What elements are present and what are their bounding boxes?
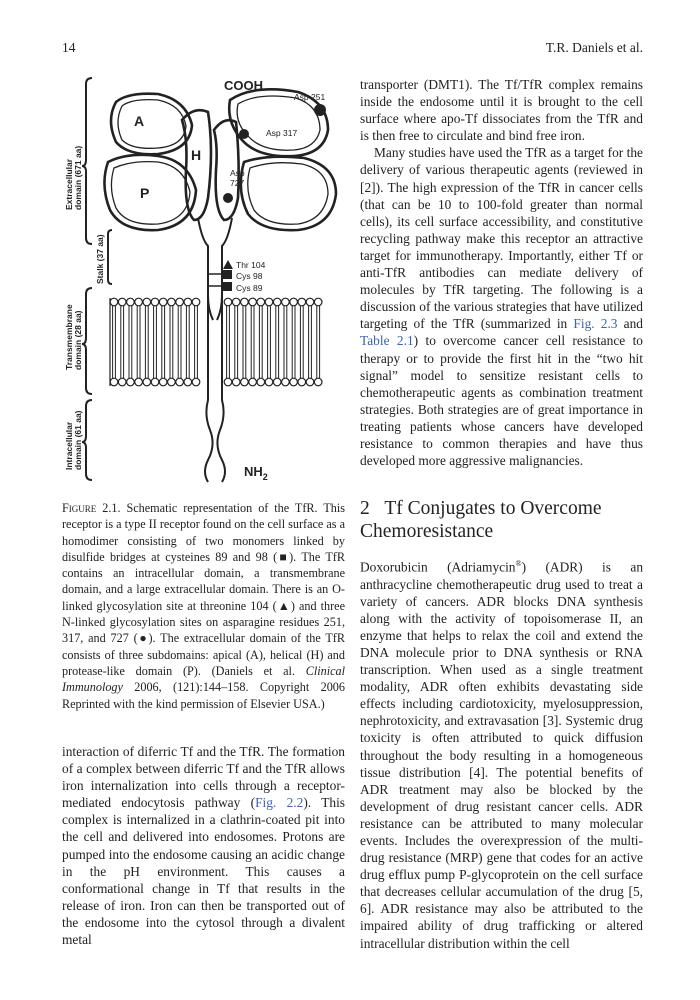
lipid-head	[306, 298, 314, 306]
asp317-glycosylation-dot	[239, 129, 249, 139]
lipid-head	[151, 298, 159, 306]
lipid-head	[273, 378, 281, 386]
lipid-head	[314, 378, 322, 386]
lipid-head	[241, 298, 249, 306]
lipid-head	[232, 298, 240, 306]
lipid-head	[192, 378, 200, 386]
extracellular-label-2: domain (671 aa)	[73, 145, 83, 210]
intracellular-label-2: domain (61 aa)	[73, 410, 83, 470]
asp727-label-2: 727	[230, 178, 245, 188]
left-para-text: interaction of diferric Tf and the TfR. The formation of a complex between diferric Tf and the TfR allows iron internalization into cells through a receptor-mediated endocytosis pathway (	[62, 744, 345, 811]
domain-a-label: A	[134, 113, 145, 129]
lipid-heads-top	[110, 298, 322, 306]
cys98-square	[223, 270, 232, 279]
lipid-head	[265, 378, 273, 386]
lipid-head	[127, 298, 135, 306]
lipid-head	[118, 378, 126, 386]
section-para-1: Doxorubicin (Adriamycin®) (ADR) is an anthracycline chemotherapeutic drug used to treat a variety of cancers. ADR blocks DNA synthesis along with the activity of topoisomerase II, an enzyme that helps to relax the coil and extend the DNA molecule prior to DNA synthesis or RNA transcription. When used as a single treatment modality, ADR often exhibits devastating side effects including cardiotoxicity, myelosuppression, nephrotoxicity, and extravasation [3]. Systemic drug toxicity is often attributed to quick diffusion throughout the body resulting in a homogeneous tissue distribution [4]. The potential benefits of ADR treatment may also be blocked by the development of drug resistant cancer cells. ADR resistance can be attributed to many molecular events. Includes the overexpression of the multi-drug resistance (MRP) gene that codes for an active drug efflux pump P-glycoprotein on the cell surface that decreases cellular accumulation of the drug [5, 6]. ADR resistance may also be attributed to the impaired ability of drug trafficking or altered intracellular distribution within the cell	[360, 559, 644, 951]
lipid-head	[168, 298, 176, 306]
asp251-glycosylation-dot	[314, 104, 326, 116]
lipid-head	[192, 298, 200, 306]
bracket-extracellular	[82, 78, 92, 244]
lipid-head	[257, 298, 265, 306]
lipid-head	[176, 298, 184, 306]
lipid-head	[151, 378, 159, 386]
right-para-1: transporter (DMT1). The Tf/TfR complex remains inside the endosome until it is brought to the cell surface where apo-Tf dissociates from the TfR and is then free to circulate and bind free iron.	[360, 77, 643, 144]
lipid-head	[298, 298, 306, 306]
bracket-transmembrane	[82, 288, 92, 394]
cooh-label: COOH	[224, 78, 263, 93]
lipid-head	[273, 298, 281, 306]
bracket-intracellular	[82, 400, 92, 480]
bracket-stalk	[108, 230, 112, 284]
caption-text-2: 2006, (121):144–158. Copyright 2006 Reprinted with the kind permission of Elsevier USA.)	[62, 680, 345, 711]
lipid-tails	[113, 306, 320, 378]
tfr-schematic-figure	[58, 70, 348, 490]
running-head: T.R. Daniels et al.	[545, 40, 643, 55]
caption-journal: Clinical Immunology	[62, 663, 345, 695]
lipid-head	[282, 378, 290, 386]
domain-p-label: P	[140, 185, 150, 201]
caption-label: Figure	[62, 501, 97, 515]
thr104-triangle	[223, 260, 233, 269]
caption-number: 2.1.	[102, 501, 121, 515]
lipid-head	[127, 378, 135, 386]
cys89-label: Cys 89	[236, 283, 263, 293]
figure-caption	[62, 500, 345, 712]
transmembrane-label-2: domain (28 aa)	[73, 310, 83, 370]
lipid-heads-bottom	[110, 378, 322, 386]
lipid-head	[314, 298, 322, 306]
lipid-head	[143, 378, 151, 386]
lipid-head	[176, 378, 184, 386]
fig-2-2-link[interactable]: Fig. 2.2	[255, 795, 304, 811]
lipid-head	[282, 298, 290, 306]
lipid-head	[135, 378, 143, 386]
lipid-head	[110, 298, 118, 306]
lipid-head	[110, 378, 118, 386]
page-number: 14	[62, 40, 76, 55]
asp317-label: Asp 317	[266, 128, 298, 138]
lipid-head	[306, 378, 314, 386]
section-title: Tf Conjugates to Overcome Chemoresistance	[360, 498, 602, 542]
cys89-square	[223, 282, 232, 291]
lipid-head	[118, 298, 126, 306]
intracellular-label: Intracellular	[64, 421, 74, 470]
fig-2-3-link[interactable]: Fig. 2.3	[573, 316, 618, 332]
stalk-left	[198, 218, 208, 280]
lipid-head	[143, 298, 151, 306]
right-para-2: Many studies have used the TfR as a target for the delivery of various therapeutic agents (reviewed in [2]). The high expression of the TfR in cancer cells (that can be 10 to 100-fold greater than normal cells), its cell surface accessibility, and constitutive recycling pathway make this receptor an attractive target for immunotherapy. Importantly, either Tf or anti-TfR antibodies can mediate delivery of molecules by TfR targeting. The following is a discussion of the various strategies that have utilized targeting of the TfR (summarized in Fig. 2.3 and Table 2.1) to overcome cancer cell resistance to therapy or to provide the first hit in the “two hit signal” model to sensitize resistant cells to chemotherapeutic agents as combination treatment strategies. Both strategies are of great importance in treating patients whose cancers have developed resistance to common therapies and have thus developed more aggressive malignancies.	[360, 145, 643, 469]
transmembrane-label: Transmembrane	[64, 304, 74, 370]
cys98-label: Cys 98	[236, 271, 263, 281]
left-para-text-2: ). This complex is internalized in a clathrin-coated pit into the cell and delivered into endosomes. Protons are pumped into the endosome causing an acidic change in the pH environment. This causes a conformational change in Tf that results in the release of iron. Iron can then be transported out of the endosome into the cytosol through a divalent metal	[62, 795, 346, 948]
lipid-head	[249, 378, 257, 386]
asp727-glycosylation-dot	[223, 193, 233, 203]
lipid-head	[224, 378, 232, 386]
lipid-head	[224, 298, 232, 306]
lipid-head	[184, 378, 192, 386]
lipid-head	[265, 298, 273, 306]
asp251-label: Asp 251	[294, 92, 326, 102]
lipid-head	[257, 378, 265, 386]
lipid-head	[290, 298, 298, 306]
right-column	[360, 76, 643, 469]
section-number: 2	[360, 498, 370, 519]
stalk-label: Stalk (37 aa)	[95, 234, 105, 284]
left-column	[62, 743, 345, 948]
lipid-head	[298, 378, 306, 386]
apical-domain-a	[111, 94, 192, 155]
nh2-label: $NH_2$	[244, 464, 268, 482]
lipid-head	[184, 298, 192, 306]
caption-text: Schematic representation of the TfR. This receptor is a type II receptor found on the cell surface as a homodimer consisting of two monomers linked by disulfide bridges at cysteines 89 and 98 (■). The TfR contains an intracellular domain, a transmembrane domain, and a large extracellular domain. There is an O-linked glycosylation site at threonine 104 (▲) and three N-linked glycosylation sites on asparagine residues 251, 317, and 727 (●). The extracellular domain of the TfR consists of three subdomains: apical (A), helical (H) and protease-like domain (P). (Daniels et al.	[62, 501, 346, 678]
table-2-1-link[interactable]: Table 2.1	[360, 333, 414, 349]
lipid-head	[232, 378, 240, 386]
domain-h-label: H	[191, 147, 202, 163]
lipid-head	[241, 378, 249, 386]
lipid-head	[290, 378, 298, 386]
lipid-head	[135, 298, 143, 306]
lipid-head	[168, 378, 176, 386]
lipid-head	[159, 378, 167, 386]
lipid-head	[249, 298, 257, 306]
thr104-label: Thr 104	[236, 260, 266, 270]
section-body	[360, 555, 643, 952]
extracellular-label: Extracellular	[64, 158, 74, 210]
lipid-head	[159, 298, 167, 306]
section-heading	[360, 497, 650, 543]
asp727-label: Asp	[230, 168, 245, 178]
